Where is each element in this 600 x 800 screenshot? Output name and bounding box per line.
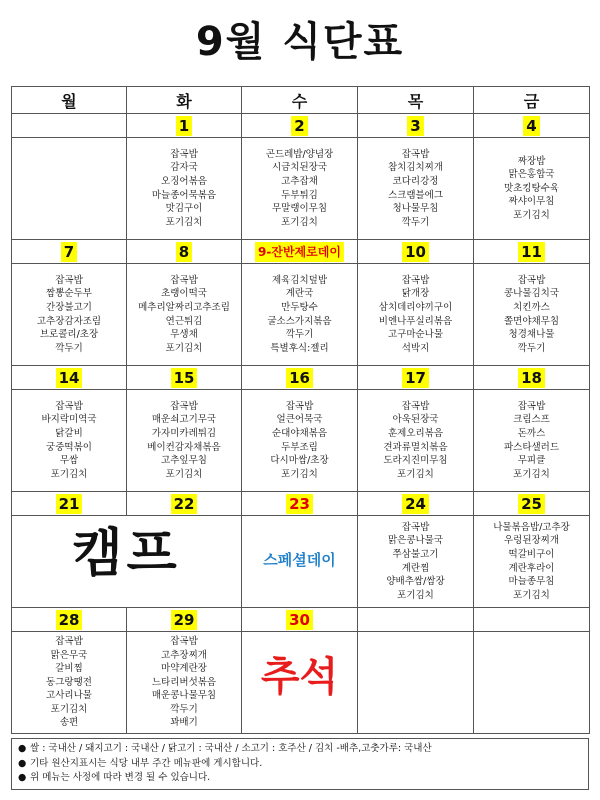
date-cell	[474, 608, 590, 632]
menu-item: 잡곡밥	[401, 148, 430, 160]
menu-item: 닭갈비	[55, 427, 83, 439]
menu-item: 특별후식:젤리	[270, 342, 329, 354]
menu-item: 돈까스	[517, 427, 546, 439]
menu-item: 잡곡밥	[55, 274, 83, 286]
weekday-wed: 수	[242, 87, 358, 114]
menu-item: 잡곡밥	[401, 400, 430, 412]
menu-item: 굴소스가지볶음	[267, 315, 332, 327]
menu-item: 맑은홍합국	[508, 169, 555, 181]
week5-date-row	[12, 608, 590, 632]
notes-box	[11, 738, 589, 790]
menu-cell	[12, 264, 127, 366]
date-label: 15	[171, 368, 198, 388]
menu-cell	[474, 390, 590, 492]
menu-item: 청나물무침	[392, 203, 439, 215]
menu-item: 잡곡밥	[401, 274, 430, 286]
weekday-fri: 금	[474, 87, 590, 114]
date-cell	[127, 492, 242, 516]
menu-item: 포기김치	[397, 468, 434, 480]
menu-item: 동그랑땡전	[46, 676, 92, 688]
weekday-mon: 월	[12, 87, 127, 114]
menu-item: 포기김치	[513, 209, 550, 221]
page-title: 9월 식단표	[195, 19, 405, 65]
menu-item: 고추장감자조림	[36, 315, 102, 327]
menu-item: 맑은콩나물국	[387, 535, 444, 547]
date-label: 1	[176, 116, 192, 136]
bullet-icon: ●	[18, 743, 27, 754]
menu-item: 아욱된장국	[392, 414, 439, 426]
date-label: 25	[518, 494, 545, 514]
date-cell	[242, 240, 358, 264]
menu-item: 곤드레밥/양념장	[265, 148, 334, 160]
menu-item: 고추장찌개	[161, 649, 207, 661]
camp-cell	[12, 516, 242, 608]
menu-item: 쫄면야채무침	[503, 315, 560, 327]
menu-cell	[358, 138, 474, 240]
menu-cell	[127, 138, 242, 240]
menu-item: 무생채	[170, 329, 198, 341]
menu-item: 두부튀김	[281, 189, 318, 201]
menu-item: 치킨까스	[513, 301, 550, 313]
zero-waste-day-label: 9-잔반제로데이	[255, 242, 344, 262]
date-label: 29	[171, 610, 198, 630]
date-label: 10	[402, 242, 429, 262]
menu-item: 떡갈비구이	[508, 548, 555, 560]
menu-item: 마늘종어묵볶음	[151, 189, 217, 201]
date-label: 4	[523, 116, 539, 136]
date-cell	[474, 114, 590, 138]
menu-cell	[12, 390, 127, 492]
date-label: 16	[286, 368, 313, 388]
date-cell	[12, 366, 127, 390]
menu-cell	[474, 632, 590, 734]
menu-cell	[12, 632, 127, 734]
date-cell	[474, 366, 590, 390]
chuseok-label: 추석	[260, 653, 339, 700]
menu-item: 꽈배기	[170, 717, 198, 729]
date-label: 17	[402, 368, 429, 388]
date-cell	[12, 492, 127, 516]
menu-item: 브로콜리/초장	[39, 329, 99, 341]
menu-item: 포기김치	[513, 468, 550, 480]
menu-cell	[12, 138, 127, 240]
week4-menu-row	[12, 516, 590, 608]
week5-menu-row	[12, 632, 590, 734]
menu-item: 석박지	[401, 342, 430, 354]
menu-item: 잡곡밥	[517, 274, 546, 286]
menu-item: 크림스프	[513, 414, 550, 426]
menu-cell	[127, 632, 242, 734]
date-cell	[474, 240, 590, 264]
menu-item: 맛김구이	[165, 203, 203, 215]
menu-item: 잡곡밥	[170, 274, 198, 286]
menu-item: 바지락미역국	[41, 414, 97, 426]
menu-item: 고추잎무침	[161, 455, 207, 467]
week1-date-row	[12, 114, 590, 138]
menu-item: 포기김치	[165, 342, 203, 354]
week2-menu-row	[12, 264, 590, 366]
menu-cell	[358, 264, 474, 366]
menu-item: 잡곡밥	[55, 400, 83, 412]
menu-cell	[358, 632, 474, 734]
menu-item: 참치김치찌개	[387, 162, 444, 174]
menu-item: 청경채나물	[508, 329, 555, 341]
menu-item: 연근튀김	[165, 315, 203, 327]
date-cell	[242, 608, 358, 632]
menu-item: 무말랭이무침	[271, 203, 328, 215]
menu-item: 두부조림	[281, 441, 318, 453]
camp-label: 캠프	[72, 523, 181, 584]
menu-item: 얼큰어묵국	[276, 414, 323, 426]
menu-cell	[358, 390, 474, 492]
menu-item: 고구마순나물	[387, 329, 444, 341]
date-cell	[358, 492, 474, 516]
note-other-origin: 기타 원산지표시는 식당 내부 주간 메뉴판에 게시합니다.	[30, 757, 263, 769]
menu-item: 제육김치덮밥	[271, 274, 328, 286]
menu-item: 간장불고기	[46, 301, 92, 313]
menu-item: 매운콩나물무침	[151, 690, 217, 702]
menu-item: 가자미카레튀김	[151, 427, 217, 439]
weekday-header-row	[12, 87, 590, 114]
menu-item: 잡곡밥	[170, 635, 198, 647]
date-label: 3	[407, 116, 423, 136]
menu-item: 베이컨감자채볶음	[147, 441, 221, 453]
date-label: 24	[402, 494, 429, 514]
menu-item: 만두탕수	[281, 301, 318, 313]
menu-cell	[242, 264, 358, 366]
date-label: 8	[176, 242, 192, 262]
menu-table	[11, 86, 590, 734]
menu-item: 포기김치	[397, 589, 434, 601]
menu-item: 견과류멸치볶음	[383, 441, 448, 453]
menu-item: 송편	[59, 717, 79, 729]
menu-item: 계란찜	[401, 562, 430, 574]
menu-item: 포기김치	[165, 468, 203, 480]
menu-item: 잡곡밥	[517, 400, 546, 412]
menu-item: 닭개장	[401, 288, 430, 300]
holiday-cell	[242, 632, 358, 734]
date-cell	[12, 608, 127, 632]
menu-item: 나물볶음밥/고추장	[493, 521, 570, 533]
menu-item: 훈제오리볶음	[387, 427, 444, 439]
date-cell	[358, 608, 474, 632]
date-cell	[242, 492, 358, 516]
date-cell	[127, 608, 242, 632]
menu-item: 포기김치	[281, 468, 318, 480]
menu-item: 순대야채볶음	[271, 427, 328, 439]
date-cell	[474, 492, 590, 516]
date-label: 14	[56, 368, 83, 388]
special-day-cell	[242, 516, 358, 608]
menu-item: 무쌈	[59, 455, 79, 467]
date-cell	[127, 366, 242, 390]
menu-item: 메추리알짜리고추조림	[138, 301, 230, 313]
menu-item: 느타리버섯볶음	[151, 676, 217, 688]
weekday-tue: 화	[127, 87, 242, 114]
bullet-icon: ●	[18, 772, 27, 783]
menu-item: 깍두기	[170, 703, 198, 715]
week3-menu-row	[12, 390, 590, 492]
menu-item: 코다리강정	[392, 175, 439, 187]
date-cell	[242, 114, 358, 138]
menu-item: 포기김치	[513, 589, 550, 601]
menu-item: 스크램블에그	[387, 189, 444, 201]
date-label: 30	[286, 610, 313, 630]
menu-item: 감자국	[170, 162, 198, 174]
menu-cell	[242, 390, 358, 492]
menu-item: 삼치데리야끼구이	[378, 301, 453, 313]
menu-item: 무피클	[517, 455, 546, 467]
date-label: 21	[56, 494, 83, 514]
menu-item: 도라지진미무침	[383, 455, 448, 467]
note-row	[18, 742, 582, 757]
bullet-icon: ●	[18, 757, 27, 769]
date-cell	[12, 114, 127, 138]
date-cell	[242, 366, 358, 390]
menu-item: 다시마쌈/초장	[270, 455, 329, 467]
menu-cell	[474, 264, 590, 366]
note-row	[18, 771, 582, 786]
date-cell	[12, 240, 127, 264]
menu-item: 짬뽕순두부	[46, 288, 92, 300]
date-label: 2	[291, 116, 307, 136]
date-label: 11	[518, 242, 545, 262]
date-cell	[358, 366, 474, 390]
menu-item: 포기김치	[50, 703, 88, 715]
menu-item: 짜샤이무침	[508, 196, 555, 208]
menu-item: 마약계란장	[161, 663, 207, 675]
menu-item: 오징어볶음	[161, 175, 207, 187]
menu-item: 짜장밥	[517, 155, 546, 167]
menu-cell	[127, 390, 242, 492]
date-label: 22	[171, 494, 198, 514]
note-row	[18, 757, 582, 772]
menu-item: 궁중떡볶이	[46, 441, 92, 453]
menu-item: 잡곡밥	[55, 635, 83, 647]
menu-item: 맛초킹탕수육	[503, 182, 560, 194]
menu-item: 마늘종무침	[508, 576, 555, 588]
weekday-thu: 목	[358, 87, 474, 114]
menu-item: 맑은무국	[50, 649, 88, 661]
menu-item: 잡곡밥	[170, 148, 198, 160]
menu-item: 고추잡채	[281, 175, 318, 187]
menu-item: 시금치된장국	[271, 162, 328, 174]
note-change-notice: 위 메뉴는 사정에 따라 변경 될 수 있습니다.	[30, 772, 211, 783]
menu-item: 잡곡밥	[285, 400, 314, 412]
menu-item: 포기김치	[165, 216, 203, 228]
menu-item: 깍두기	[517, 342, 546, 354]
menu-item: 계란국	[285, 288, 314, 300]
menu-item: 쭈삼불고기	[392, 548, 439, 560]
menu-item: 콩나물김치국	[503, 288, 560, 300]
menu-item: 깍두기	[55, 342, 83, 354]
week2-date-row	[12, 240, 590, 264]
week1-menu-row	[12, 138, 590, 240]
date-label: 18	[518, 368, 545, 388]
menu-item: 파스타샐러드	[503, 441, 560, 453]
menu-cell	[474, 516, 590, 608]
menu-cell	[358, 516, 474, 608]
date-cell	[358, 114, 474, 138]
date-cell	[127, 240, 242, 264]
menu-item: 초랭이떡국	[161, 288, 207, 300]
menu-item: 매운쇠고기무국	[151, 414, 217, 426]
date-cell	[127, 114, 242, 138]
menu-cell	[474, 138, 590, 240]
menu-item: 갈비찜	[55, 663, 83, 675]
week3-date-row	[12, 366, 590, 390]
note-origin: 쌀 : 국내산 / 돼지고기 : 국내산 / 닭고기 : 국내산 / 소고기 : 호주산 / 김치 -배추,고춧가루: 국내산	[30, 743, 432, 754]
date-label: 7	[61, 242, 77, 262]
menu-item: 포기김치	[50, 468, 88, 480]
date-cell	[358, 240, 474, 264]
menu-item: 포기김치	[281, 216, 318, 228]
menu-item: 잡곡밥	[401, 521, 430, 533]
date-label: 28	[56, 610, 83, 630]
menu-cell	[127, 264, 242, 366]
week4-date-row	[12, 492, 590, 516]
menu-item: 계란후라이	[508, 562, 555, 574]
menu-item: 비엔나푸실리볶음	[378, 315, 453, 327]
menu-cell	[242, 138, 358, 240]
menu-item: 잡곡밥	[170, 400, 198, 412]
menu-item: 고사리나물	[46, 690, 92, 702]
date-label: 23	[286, 494, 313, 514]
menu-item: 우렁된장찌개	[503, 535, 560, 547]
menu-item: 깍두기	[401, 216, 430, 228]
menu-item: 깍두기	[285, 329, 314, 341]
menu-item: 양배추쌈/쌈장	[386, 576, 445, 588]
special-day-label: 스페셜데이	[263, 550, 336, 569]
